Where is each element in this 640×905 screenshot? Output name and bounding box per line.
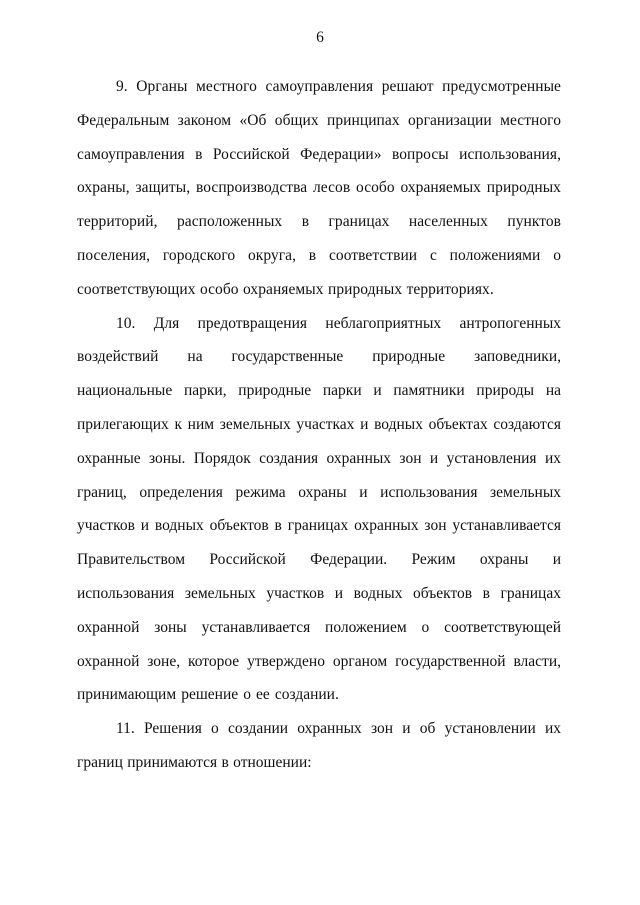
paragraph-11: 11. Решения о создании охранных зон и об установлении их границ принимаются в отношении: (77, 720, 561, 771)
paragraph-9: 9. Органы местного самоуправления решают предусмотренные Федеральным законом «Об общих принципах организации местного самоуправления в Российской Федерации» вопросы использования, охраны, защиты, воспроизводства лесов особо охраняемых природных территорий, расположенных в границах населенных пунктов поселения, городского округа, в соответствии с положениями о соответствующих особо охраняемых природных территориях. (77, 78, 561, 298)
document-body (77, 70, 561, 780)
paragraph-10: 10. Для предотвращения неблагоприятных антропогенных воздействий на государственные природные заповедники, национальные парки, природные парки и памятники природы на прилегающих к ним земельных участках и водных объектах создаются охранные зоны. Порядок создания охранных зон и установления их границ, определения режима охраны и использования земельных участков и водных объектов в границах охранных зон устанавливается Правительством Российской Федерации. Режим охраны и использования земельных участков и водных объектов в границах охранной зоны устанавливается положением о соответствующей охранной зоне, которое утверждено органом государственной власти, принимающим решение о ее создании. (77, 314, 561, 704)
page-number: 6 (316, 29, 324, 46)
